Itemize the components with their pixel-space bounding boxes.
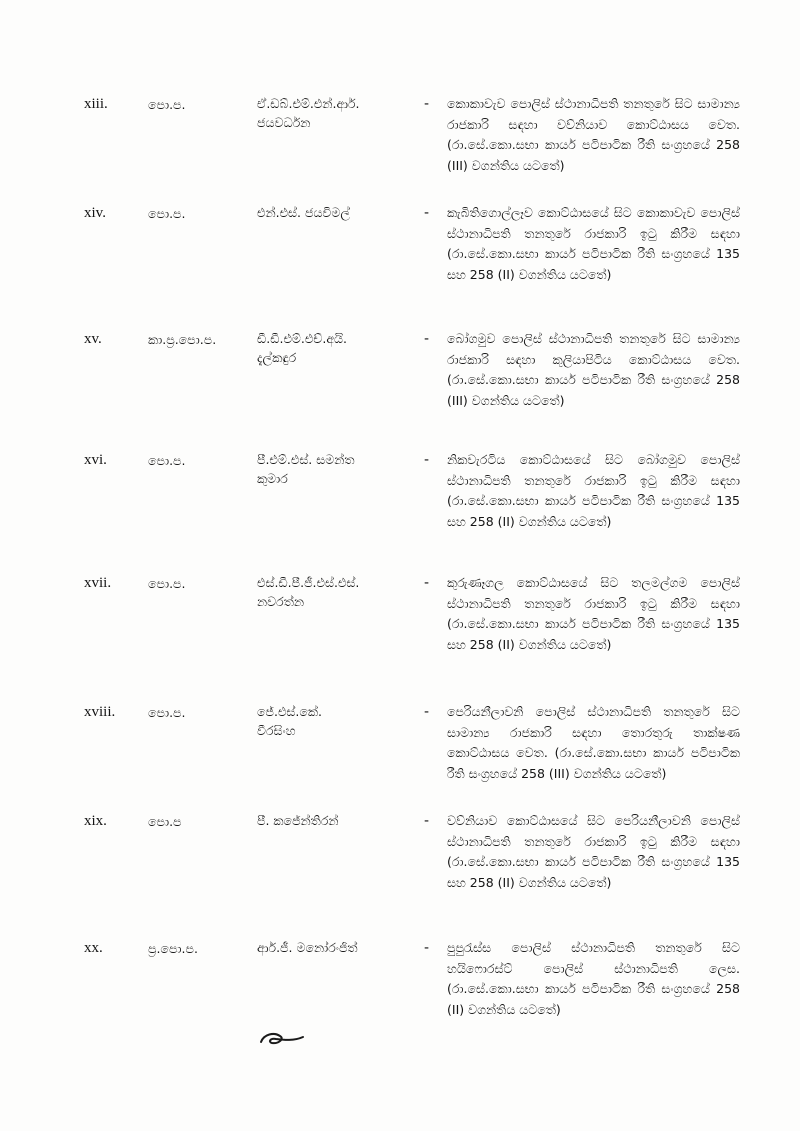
entry-officer-name: ඒ.ඩබ්.එම්.එන්.ආර්. ජයවර්ධන	[257, 96, 360, 130]
entry-rank: පො.ප.	[148, 453, 186, 468]
entry-separator: -	[424, 205, 430, 221]
entry-separator: -	[424, 331, 430, 347]
entry-rank: පො.ප.	[148, 705, 186, 720]
entry-description: කැබිතිගොල්ලෑව කොට්ඨාසයේ සිට කොකාවැව පොලිස් ස්ථානාධිපති තනතුරේ රාජකාරි ඉටු කිරීම සඳහා (රා.සේ.කො.සභා කාර්ය පටිපාටික රීති සංග්‍රහයේ 135 සහ 258 (II) වගන්තිය යටතේ)	[447, 205, 740, 282]
signature-mark	[258, 1024, 306, 1052]
entry-officer-name: එන්.එස්. ජයවිමල්	[257, 205, 350, 220]
entry-number: xx.	[84, 940, 103, 956]
entry-description: බෝගමුව පොලිස් ස්ථානාධිපති තනතුරේ සිට සාමාන්‍ය රාජකාරි සඳහා කුලියාපිටිය කොට්ඨාසය වෙත. (රා.සේ.කො.සභා කාර්ය පටිපාටික රීති සංග්‍රහයේ 258 (III) වගන්තිය යටතේ)	[447, 331, 740, 408]
entry-rank: පො.ප.	[148, 206, 186, 221]
entry-rank: පො.ප	[148, 814, 182, 829]
entry-description: නිකවැරටිය කොට්ඨාසයේ සිට බෝගමුව පොලිස් ස්ථානාධිපති තනතුරේ රාජකාරි ඉටු කිරීම සඳහා (රා.සේ.කො.සභා කාර්ය පටිපාටික රීති සංග්‍රහයේ 135 සහ 258 (II) වගන්තිය යටතේ)	[447, 452, 740, 529]
entry-officer-name: ඩී.ඩී.එම්.එච්.අයි. දැල්කඳුර	[257, 331, 347, 365]
entry-rank: කා.ප්‍ර.පො.ප.	[148, 332, 217, 347]
entry-number: xv.	[84, 331, 102, 347]
entry-description: වව්නියාව කොට්ඨාසයේ සිට පෙරියනීලාවනි පොලිස් ස්ථානාධිපති තනතුරේ රාජකාරි ඉටු කිරීම සඳහා (රා.සේ.කො.සභා කාර්ය පටිපාටික රීති සංග්‍රහයේ 135 සහ 258 (II) වගන්තිය යටතේ)	[447, 813, 740, 890]
entry-number: xvii.	[84, 575, 112, 591]
entry-officer-name: ජේ.එස්.කේ. වීරසිංහ	[257, 704, 323, 738]
entry-number: xiv.	[84, 205, 106, 221]
entry-description: පුපුරැස්ස පොලිස් ස්ථානාධිපති තනතුරේ සිට හයිෆොරස්ට් පොලිස් ස්ථානාධිපති ලෙස. (රා.සේ.කො.සභා කාර්ය පටිපාටික රීති සංග්‍රහයේ 258 (II) වගන්තිය යටතේ)	[447, 940, 740, 1017]
entry-rank: ප්‍ර.පො.ප.	[148, 941, 198, 956]
entry-number: xviii.	[84, 704, 116, 720]
entry-number: xiii.	[84, 96, 108, 112]
entry-separator: -	[424, 575, 430, 591]
entry-separator: -	[424, 940, 430, 956]
entry-description: කොකාවැව පොලිස් ස්ථානාධිපති තනතුරේ සිට සාමාන්‍ය රාජකාරි සඳහා වව්නියාව කොට්ඨාසය වෙත. (රා.සේ.කො.සභා කාර්ය පටිපාටික රීති සංග්‍රහයේ 258 (III) වගන්තිය යටතේ)	[447, 96, 740, 173]
entry-officer-name: පී.එම්.එස්. සමන්ත කුමාර	[257, 452, 355, 486]
entry-description: කුරුණෑගල කොට්ඨාසයේ සිට තලමල්ගම පොලිස් ස්ථානාධිපති තනතුරේ රාජකාරි ඉටු කිරීම සඳහා (රා.සේ.කො.සභා කාර්ය පටිපාටික රීති සංග්‍රහයේ 135 සහ 258 (II) වගන්තිය යටතේ)	[447, 575, 740, 652]
entry-description: පෙරියනීලාවනි පොලිස් ස්ථානාධිපති තනතුරේ සිට සාමාන්‍ය රාජකාරි සඳහා තොරතුරු තාක්ෂණ කොට්ඨාසය වෙත. (රා.සේ.කො.සභා කාර්ය පටිපාටික රීති සංග්‍රහයේ 258 (III) වගන්තිය යටතේ)	[447, 704, 740, 781]
entry-number: xix.	[84, 813, 107, 829]
entry-officer-name: පී. කජේන්තිරන්	[257, 813, 339, 828]
entry-officer-name: එස්.ඩී.පී.ජී.එස්.එස්. නවරත්න	[257, 575, 360, 609]
entry-number: xvi.	[84, 452, 107, 468]
entry-separator: -	[424, 813, 430, 829]
entry-rank: පො.ප.	[148, 576, 186, 591]
entry-rank: පො.ප.	[148, 97, 186, 112]
entry-officer-name: ආර්.ජී. මනෝරංජිත්	[257, 940, 358, 955]
entry-separator: -	[424, 704, 430, 720]
entry-separator: -	[424, 96, 430, 112]
entry-separator: -	[424, 452, 430, 468]
